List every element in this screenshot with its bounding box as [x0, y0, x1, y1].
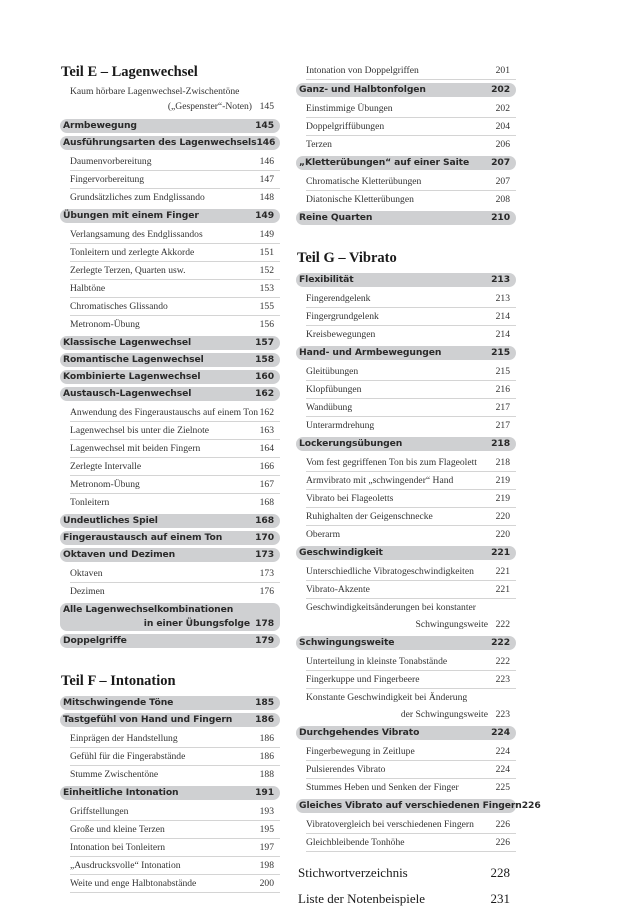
subsection-label: Pulsierendes Vibrato	[306, 764, 386, 775]
page-number: 216	[495, 384, 510, 395]
subsection-label: Oberarm	[306, 529, 341, 540]
subsection-label: Intonation bei Tonleitern	[70, 842, 166, 853]
page-number: 226	[495, 819, 510, 830]
page-number: 222	[495, 619, 510, 630]
subsection-entry[interactable]	[70, 153, 280, 171]
page-number: 206	[495, 139, 510, 150]
subsection-entry[interactable]	[70, 404, 280, 422]
subsection-entry[interactable]	[70, 565, 280, 583]
page-number: 185	[255, 697, 274, 708]
section-einheitliche-intonation[interactable]	[60, 786, 280, 800]
page-number: 173	[255, 549, 274, 560]
subsection-label: Stumme Zwischentöne	[70, 769, 159, 780]
subsection-label: Unterschiedliche Vibratogeschwindigkeiten	[306, 566, 474, 577]
subsection-entry[interactable]	[306, 508, 516, 526]
subsection-label: Fingerbewegung in Zeitlupe	[306, 746, 415, 757]
toc-left-column	[60, 60, 280, 893]
entry-label-line1: Kaum hörbare Lagenwechsel-Zwischentöne	[70, 86, 240, 97]
page-number: 162	[259, 407, 274, 418]
subsection-label: Fingerkuppe und Fingerbeere	[306, 674, 420, 685]
page-number: 221	[491, 547, 510, 558]
subsection-entry[interactable]	[306, 191, 516, 208]
subsection-entry[interactable]	[306, 290, 516, 308]
page-number: 215	[495, 366, 510, 377]
page-number: 222	[495, 656, 510, 667]
page-number: 148	[259, 192, 274, 203]
page-number: 198	[259, 860, 274, 871]
subsection-entry[interactable]	[70, 839, 280, 857]
page-number: 223	[495, 709, 510, 720]
subsection-entry[interactable]	[70, 422, 280, 440]
section-label: Undeutliches Spiel	[63, 515, 158, 526]
page-number: 152	[259, 265, 274, 276]
subsection-entry[interactable]	[306, 761, 516, 779]
subsection-entry[interactable]	[306, 581, 516, 599]
subsection-label: Ruhighalten der Geigenschnecke	[306, 511, 433, 522]
subsection-entry[interactable]	[306, 671, 516, 689]
subsection-label: Weite und enge Halbtonabstände	[70, 878, 197, 889]
entry-label-line2: („Gespenster“-Noten)	[167, 101, 252, 112]
page-number: 149	[259, 229, 274, 240]
section-label: Reine Quarten	[299, 212, 373, 223]
section-label: Einheitliche Intonation	[63, 787, 179, 798]
appendix-spacer	[296, 852, 516, 860]
subsection-label-line1: Konstante Geschwindigkeit bei Änderung	[306, 692, 468, 703]
subsection-label: Metronom-Übung	[70, 479, 140, 490]
section-flexibilitaet[interactable]	[296, 273, 516, 287]
subsection-label: Große und kleine Terzen	[70, 824, 165, 835]
subsection-label: Dezimen	[70, 586, 105, 597]
section-armbewegung[interactable]	[60, 119, 280, 133]
page-number: 145	[259, 101, 274, 112]
page-number: 170	[255, 532, 274, 543]
page-number: 220	[495, 511, 510, 522]
section-gleiches-vibrato[interactable]	[296, 799, 541, 813]
subsection-entry[interactable]	[306, 100, 516, 118]
page-number: 186	[259, 751, 274, 762]
page-number: 168	[259, 497, 274, 508]
section-label: Kombinierte Lagenwechsel	[63, 371, 201, 382]
subsection-label: Daumenvorbereitung	[70, 156, 152, 167]
subsection-entry[interactable]	[306, 454, 516, 472]
page-number: 215	[491, 347, 510, 358]
page-number: 219	[495, 493, 510, 504]
section-ausfuehrungsarten[interactable]	[60, 136, 280, 150]
section-label: Romantische Lagenwechsel	[63, 354, 204, 365]
subsection-label: Zerlegte Terzen, Quarten usw.	[70, 265, 186, 276]
subsection-entry[interactable]	[70, 298, 280, 316]
page-number: 228	[490, 865, 510, 880]
page-number: 149	[255, 210, 274, 221]
subsection-label-line2: der Schwingungsweite	[400, 709, 488, 720]
page-number: 147	[259, 174, 274, 185]
subsection-label: Wandübung	[306, 402, 353, 413]
appendix-label: Liste der Notenbeispiele	[298, 891, 426, 906]
section-label: Mitschwingende Töne	[63, 697, 174, 708]
subsection-entry[interactable]	[306, 779, 516, 796]
subsection-entry[interactable]	[70, 730, 280, 748]
page-number: 217	[495, 402, 510, 413]
section-label: Armbewegung	[63, 120, 137, 131]
section-tastgefuehl[interactable]	[60, 713, 280, 727]
subsection-label: Grundsätzliches zum Endglissando	[70, 192, 205, 203]
section-label: Doppelgriffe	[63, 635, 127, 646]
section-oktaven-und-dezimen[interactable]	[60, 548, 280, 562]
section-label: Austausch-Lagenwechsel	[63, 388, 192, 399]
section-undeutliches-spiel[interactable]	[60, 514, 280, 528]
page-number: 178	[255, 618, 274, 629]
page-number: 158	[255, 354, 274, 365]
section-label: Ganz- und Halbtonfolgen	[299, 84, 426, 95]
page-number: 218	[495, 457, 510, 468]
section-kletteruebungen[interactable]	[296, 156, 516, 170]
subsection-entry[interactable]	[70, 262, 280, 280]
subsection-entry[interactable]	[70, 748, 280, 766]
subsection-entry[interactable]	[306, 689, 516, 723]
subsection-label: Fingervorbereitung	[70, 174, 145, 185]
subsection-entry[interactable]	[70, 244, 280, 262]
page-number: 160	[255, 371, 274, 382]
page-number: 179	[255, 635, 274, 646]
subsection-label: „Ausdrucksvolle“ Intonation	[70, 860, 181, 871]
page-number: 217	[495, 420, 510, 431]
page-number: 173	[259, 568, 274, 579]
subsection-label: Chromatisches Glissando	[70, 301, 168, 312]
subsection-label: Halbtöne	[70, 283, 106, 294]
page-number: 219	[495, 475, 510, 486]
section-label: Tastgefühl von Hand und Fingern	[63, 714, 233, 725]
subsection-entry[interactable]	[306, 490, 516, 508]
section-label: „Kletterübungen“ auf einer Saite	[299, 157, 470, 168]
subsection-label: Chromatische Kletterübungen	[306, 176, 422, 187]
subsection-label: Vibrato-Akzente	[306, 584, 370, 595]
page-number: 195	[259, 824, 274, 835]
page-number: 224	[495, 746, 510, 757]
subsection-entry[interactable]	[306, 118, 516, 136]
section-klassische-lagenwechsel[interactable]	[60, 336, 280, 350]
subsection-entry[interactable]	[70, 583, 280, 600]
subsection-label: Unterteilung in kleinste Tonabstände	[306, 656, 448, 667]
section-romantische-lagenwechsel[interactable]	[60, 353, 280, 367]
page-number: 145	[255, 120, 274, 131]
page-number: 176	[259, 586, 274, 597]
subsection-label: Lagenwechsel bis unter die Zielnote	[70, 425, 210, 436]
subsection-entry[interactable]	[306, 472, 516, 490]
section-label: Lockerungsübungen	[299, 438, 403, 449]
page-number: 202	[495, 103, 510, 114]
subsection-entry[interactable]	[70, 316, 280, 333]
subsection-entry[interactable]	[70, 766, 280, 783]
section-label: Geschwindigkeit	[299, 547, 383, 558]
subsection-entry[interactable]	[306, 834, 516, 852]
page-number: 221	[495, 566, 510, 577]
subsection-entry[interactable]	[70, 803, 280, 821]
page-number: 166	[259, 461, 274, 472]
page-number: 222	[491, 637, 510, 648]
subsection-label: Anwendung des Fingeraustauschs auf einem Ton	[70, 407, 259, 418]
page-number: 153	[259, 283, 274, 294]
subsection-label: Armvibrato mit „schwingender“ Hand	[306, 475, 454, 486]
subsection-label: Oktaven	[70, 568, 103, 579]
page-number: 201	[495, 65, 510, 76]
section-ganz-und-halbtonfolgen[interactable]	[296, 83, 516, 97]
section-lockerungsuebungen[interactable]	[296, 437, 516, 451]
section-schwingungsweite[interactable]	[296, 636, 516, 650]
page-number: 223	[495, 674, 510, 685]
subsection-entry[interactable]	[306, 526, 516, 543]
subsection-label: Diatonische Kletterübungen	[306, 194, 414, 205]
part-title-teil-g: Teil G – Vibrato	[297, 250, 397, 266]
subsection-label: Lagenwechsel mit beiden Fingern	[70, 443, 201, 454]
section-hand-und-armbewegungen[interactable]	[296, 346, 516, 360]
page-number: 213	[495, 293, 510, 304]
subsection-entry[interactable]	[306, 743, 516, 761]
section-label: Fingeraustausch auf einem Ton	[63, 532, 223, 543]
page-number: 188	[259, 769, 274, 780]
subsection-label: Unterarmdrehung	[306, 420, 375, 431]
page-number: 186	[259, 733, 274, 744]
subsection-label: Verlangsamung des Endglissandos	[70, 229, 203, 240]
section-label: Ausführungsarten des Lagenwechsels	[63, 137, 257, 148]
page-number: 224	[495, 764, 510, 775]
subsection-label-line1: Geschwindigkeitsänderungen bei konstanter	[306, 602, 476, 613]
page-number: 167	[259, 479, 274, 490]
subsection-label: Vibrato bei Flageoletts	[306, 493, 394, 504]
subsection-entry[interactable]	[70, 875, 280, 893]
section-label: Klassische Lagenwechsel	[63, 337, 192, 348]
subsection-entry[interactable]	[70, 189, 280, 206]
subsection-entry[interactable]	[306, 599, 516, 633]
subsection-entry[interactable]	[306, 363, 516, 381]
section-label: Übungen mit einem Finger	[63, 210, 199, 221]
page-number: 197	[259, 842, 274, 853]
subsection-entry[interactable]	[306, 399, 516, 417]
appendix-notenbeispiele[interactable]	[296, 886, 516, 912]
subsection-label: Griffstellungen	[70, 806, 129, 817]
subsection-label: Klopfübungen	[306, 384, 362, 395]
section-reine-quarten[interactable]	[296, 211, 516, 225]
section-austausch-lagenwechsel[interactable]	[60, 387, 280, 401]
subsection-label: Terzen	[306, 139, 332, 150]
part-title-teil-f: Teil F – Intonation	[61, 673, 176, 689]
section-label: Flexibilität	[299, 274, 354, 285]
subsection-entry[interactable]	[70, 476, 280, 494]
subsection-label: Gefühl für die Fingerabstände	[70, 751, 186, 762]
section-mitschwingende-toene[interactable]	[60, 696, 280, 710]
subsection-entry[interactable]	[70, 171, 280, 189]
subsection-entry[interactable]	[306, 563, 516, 581]
page-number: 200	[259, 878, 274, 889]
page-number: 207	[495, 176, 510, 187]
subsection-label: Doppelgriffübungen	[306, 121, 385, 132]
page-number: 214	[495, 329, 510, 340]
page-number: 193	[259, 806, 274, 817]
subsection-label: Gleitübungen	[306, 366, 359, 377]
page-number: 146	[259, 156, 274, 167]
section-uebungen-mit-einem-finger[interactable]	[60, 209, 280, 223]
section-durchgehendes-vibrato[interactable]	[296, 726, 516, 740]
page-number: 163	[259, 425, 274, 436]
section-doppelgriffe[interactable]	[60, 634, 280, 648]
section-geschwindigkeit[interactable]	[296, 546, 516, 560]
section-label: Durchgehendes Vibrato	[299, 727, 420, 738]
page-number: 208	[495, 194, 510, 205]
section-label-line2: in einer Übungsfolge	[143, 618, 250, 629]
page-number: 191	[255, 787, 274, 798]
subsection-entry[interactable]	[306, 136, 516, 153]
subsection-label: Einprägen der Handstellung	[70, 733, 178, 744]
subsection-entry[interactable]	[306, 326, 516, 343]
section-label: Gleiches Vibrato auf verschiedenen Fingern	[299, 800, 522, 811]
subsection-label: Stummes Heben und Senken der Finger	[306, 782, 459, 793]
page-number: 231	[490, 891, 510, 906]
page-number: 207	[491, 157, 510, 168]
subsection-label: Tonleitern und zerlegte Akkorde	[70, 247, 195, 258]
subsection-entry[interactable]	[306, 417, 516, 434]
page-number: 213	[491, 274, 510, 285]
page-number: 221	[495, 584, 510, 595]
page-number: 164	[259, 443, 274, 454]
subsection-entry[interactable]	[306, 308, 516, 326]
subsection-entry[interactable]	[306, 653, 516, 671]
section-label-line1: Alle Lagenwechselkombinationen	[63, 604, 234, 615]
page-number: 151	[259, 247, 274, 258]
subsection-label: Kreisbewegungen	[306, 329, 376, 340]
toc-right-column	[296, 62, 541, 912]
page-number: 204	[495, 121, 510, 132]
page-number: 226	[495, 837, 510, 848]
page-number: 186	[255, 714, 274, 725]
appendix-stichwortverzeichnis[interactable]	[296, 860, 516, 886]
subsection-label: Intonation von Doppelgriffen	[306, 65, 419, 76]
subsection-entry[interactable]	[70, 857, 280, 875]
subsection-entry[interactable]	[306, 381, 516, 399]
subsection-label: Fingergrundgelenk	[306, 311, 379, 322]
subsection-entry[interactable]	[70, 280, 280, 298]
subsection-label: Metronom-Übung	[70, 319, 140, 330]
page-number: 218	[491, 438, 510, 449]
page-number: 226	[521, 800, 541, 811]
subsection-label: Tonleitern	[70, 497, 110, 508]
toc-entry-intro[interactable]	[70, 84, 280, 116]
page-number: 220	[495, 529, 510, 540]
subsection-entry[interactable]	[70, 440, 280, 458]
subsection-label: Fingerendgelenk	[306, 293, 371, 304]
section-label: Oktaven und Dezimen	[63, 549, 176, 560]
section-kombinierte-lagenwechsel[interactable]	[60, 370, 280, 384]
part-title-teil-e: Teil E – Lagenwechsel	[61, 64, 198, 80]
page-number: 157	[255, 337, 274, 348]
subsection-entry[interactable]	[70, 226, 280, 244]
page-number: 146	[256, 137, 276, 148]
page-number: 214	[495, 311, 510, 322]
subsection-label: Vibratovergleich bei verschiedenen Fingern	[306, 819, 474, 830]
part-spacer	[60, 651, 280, 669]
page-number: 210	[491, 212, 510, 223]
subsection-label: Vom fest gegriffenen Ton bis zum Flageolett	[306, 457, 477, 468]
subsection-entry[interactable]	[306, 62, 516, 80]
page-number: 224	[491, 727, 510, 738]
section-label: Schwingungsweite	[299, 637, 395, 648]
section-fingeraustausch[interactable]	[60, 531, 280, 545]
section-alle-lagenwechselkombinationen[interactable]	[60, 603, 280, 631]
subsection-entry[interactable]	[70, 821, 280, 839]
page-number: 225	[495, 782, 510, 793]
subsection-entry[interactable]	[70, 458, 280, 476]
page-number: 202	[491, 84, 510, 95]
subsection-label: Einstimmige Übungen	[306, 103, 393, 114]
page-number: 168	[255, 515, 274, 526]
part-spacer	[296, 228, 516, 246]
subsection-label: Zerlegte Intervalle	[70, 461, 142, 472]
subsection-entry[interactable]	[306, 173, 516, 191]
page-number: 162	[255, 388, 274, 399]
section-label: Hand- und Armbewegungen	[299, 347, 442, 358]
subsection-entry[interactable]	[70, 494, 280, 511]
subsection-label: Gleichbleibende Tonhöhe	[306, 837, 405, 848]
appendix-label: Stichwortverzeichnis	[298, 865, 408, 880]
page-number: 156	[259, 319, 274, 330]
subsection-entry[interactable]	[306, 816, 516, 834]
subsection-label-line2: Schwingungsweite	[415, 619, 488, 630]
page-number: 155	[259, 301, 274, 312]
